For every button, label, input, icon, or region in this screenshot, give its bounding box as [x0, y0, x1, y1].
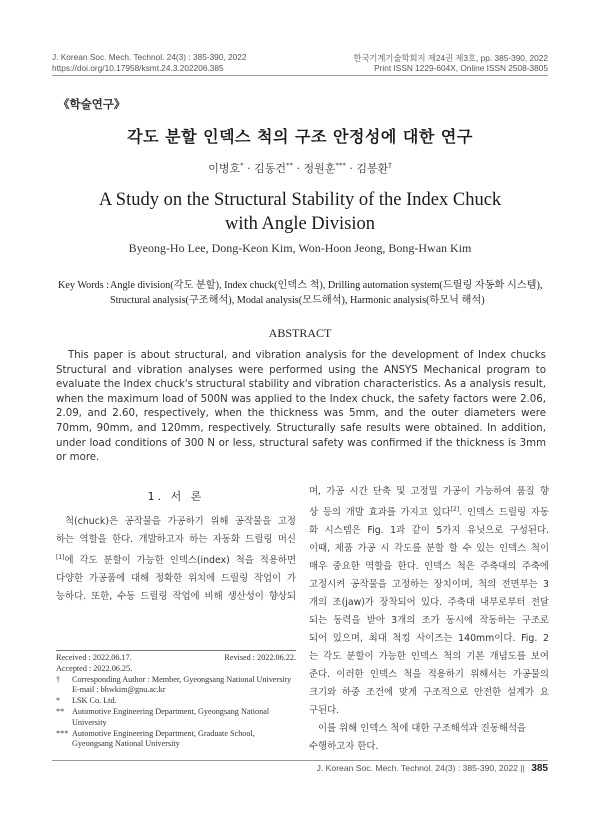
- body-line: 는 각도 분할이 가능한 인덱스 척의 기본 개념도를 보여: [309, 651, 549, 663]
- author-mark: ***: [335, 161, 346, 170]
- title-english-line: A Study on the Structural Stability of the Index Chuck: [98, 190, 502, 210]
- authors-english: Byeong-Ho Lee, Dong-Keon Kim, Won-Hoon Jeong, Bong-Hwan Kim: [128, 241, 472, 255]
- body-line: 하는 역할을 한다. 개발하고자 하는 자동화 드릴링 머신: [56, 534, 296, 545]
- received-revised: [56, 653, 296, 664]
- body-line: 매우 중요한 역할을 한다. 인덱스 척은 주축대의 주축에: [309, 561, 549, 573]
- citation[interactable]: [1]: [56, 554, 65, 561]
- header-divider: [52, 75, 548, 76]
- intro-right-column: [309, 483, 549, 756]
- author-mark: **: [286, 161, 293, 170]
- section-label: 《학술연구》: [58, 97, 126, 111]
- footnote-item: ** Automotive Engineering Department, Gyeongsang National University: [56, 706, 270, 727]
- page-number: 385: [531, 763, 548, 774]
- author-separator: ·: [349, 162, 353, 175]
- author-separator: ·: [296, 162, 300, 175]
- author-separator: ·: [247, 162, 251, 175]
- received-date: Received : 2022.06.17.: [56, 653, 132, 662]
- footnote-divider: [56, 650, 296, 651]
- footnote-item: † Corresponding Author : Member, Gyeongsang National University: [56, 674, 292, 684]
- body-line: 개의 조(jaw)가 장착되어 있다. 주축대 내부로부터 전달: [309, 597, 549, 609]
- body-line: 고정시켜 공작물을 고정하는 장치이며, 척의 전면부는 3: [309, 579, 549, 591]
- abstract-line: under load conditions of 300 N or less, structural safety was confirmed if the thickness is 3mm: [56, 437, 546, 449]
- author-name: 이병호: [208, 162, 241, 175]
- body-line: 구된다.: [309, 705, 340, 717]
- page-footer: [317, 763, 548, 774]
- keywords-label: Key Words :: [58, 280, 110, 291]
- body-line: 다양한 가공품에 대해 정확한 위치에 드릴링 작업이 가: [56, 573, 296, 585]
- body-line: 되어 있으며, 최대 척킹 사이즈는 140mm이다. Fig. 2: [309, 633, 549, 645]
- author-name: 김봉환: [356, 162, 389, 175]
- abstract-line: 70mm, 90mm, and 120mm, respectively. Structurally safe results were obtained. In addition,: [56, 422, 546, 434]
- keywords-line: Structural analysis(구조해석), Modal analysis(모드해석), Harmonic analysis(하모닉 해석): [110, 294, 485, 306]
- citation[interactable]: [2]: [450, 506, 460, 513]
- body-line: 척(chuck)은 공작물을 가공하기 위해 공작물을 고정: [65, 516, 296, 527]
- issn-info: Print ISSN 1229-604X, Online ISSN 2508-3805: [374, 63, 548, 73]
- author-name: 정원훈: [303, 162, 336, 175]
- abstract-line: 2.09, and 2.60, respectively, when the thickness was 5mm, and the outer diameters were: [56, 408, 546, 420]
- author-mark: †: [388, 161, 392, 170]
- body-line: [1]에 각도 분할이 가능한 인덱스(index) 척을 적용하면: [56, 554, 296, 567]
- body-line: 되는 동력을 받아 3개의 조가 동시에 작동하는 구조로: [309, 615, 549, 627]
- body-line: 수행하고자 한다.: [309, 741, 379, 753]
- title-korean: 각도 분할 인덱스 척의 구조 안정성에 대한 연구: [127, 127, 473, 146]
- body-line: 이때, 제품 가공 시 각도를 분할 할 수 있는 인덱스 척이: [309, 543, 549, 555]
- abstract-heading: ABSTRACT: [268, 326, 332, 340]
- footnote-item: *** Automotive Engineering Department, Graduate School, Gyeongsang National University: [56, 728, 255, 749]
- body-line: 며, 가공 시간 단축 및 고정밀 가공이 가능하여 품질 향: [309, 486, 549, 497]
- title-english: [60, 188, 540, 236]
- footnotes: [56, 653, 296, 750]
- abstract-line: when the maximum load of 500N was applied to the Index chuck, the safety factors were 2.06,: [56, 393, 546, 405]
- title-english-line: with Angle Division: [224, 214, 376, 234]
- intro-heading: 1. 서 론: [147, 490, 205, 503]
- abstract-line: or more.: [56, 452, 100, 464]
- author-name: 김동건: [254, 162, 286, 175]
- abstract-line: evaluate the Index chuck's structural stability and vibration characteristics. As a analysis result,: [56, 379, 547, 391]
- footer-separator: ||: [520, 763, 525, 773]
- body-line: 크기와 하중 조건에 맞게 구조적으로 안전한 설계가 요: [309, 687, 549, 699]
- body-line: 상 등의 개발 효과를 가지고 있다[2]. 인덱스 드릴링 자동: [309, 506, 549, 519]
- doi-link[interactable]: https://doi.org/10.17958/ksmt.24.3.202206.385: [52, 63, 224, 73]
- journal-citation-right: 한국기계기술학회지 제24권 제3호, pp. 385-390, 2022: [353, 53, 548, 63]
- email[interactable]: E-mail : bhwkim@gnu.ac.kr: [72, 685, 166, 695]
- keywords-line: Angle division(각도 분할), Index chuck(인덱스 척), Drilling automation system(드릴링 자동화 시스템),: [110, 280, 543, 291]
- abstract-line: Structural and vibration analyses were performed using the ANSYS Mechanical program to: [56, 364, 546, 376]
- revised-date: Revised : 2022.06.22.: [224, 653, 296, 662]
- footer-divider: [52, 760, 548, 761]
- authors-korean: [0, 160, 600, 176]
- abstract-line: This paper is about structural, and vibration analysis for the development of Index chucks: [68, 350, 546, 361]
- footnote-item: * LSK Co. Ltd.: [56, 696, 117, 706]
- intro-left-column: [56, 513, 296, 606]
- author-mark: *: [240, 161, 244, 170]
- accepted-date: Accepted : 2022.06.25.: [56, 663, 133, 673]
- body-line: 화 시스템은 Fig. 1과 같이 5가지 유닛으로 구성된다.: [309, 525, 549, 537]
- footnote-item: [56, 685, 296, 696]
- journal-citation-left: J. Korean Soc. Mech. Technol. 24(3) : 385-390, 2022: [52, 52, 247, 62]
- footer-journal: J. Korean Soc. Mech. Technol. 24(3) : 385-390, 2022: [316, 763, 519, 773]
- body-line: 능하다. 또한, 수동 드릴링 작업에 비해 생산성이 향상되: [56, 591, 296, 603]
- body-line: 준다. 이러한 인덱스 척을 적용하기 위해서는 가공물의: [309, 669, 549, 681]
- abstract-body: [56, 349, 546, 466]
- body-line: 이를 위해 인덱스 척에 대한 구조해석과 진동해석을: [318, 723, 527, 735]
